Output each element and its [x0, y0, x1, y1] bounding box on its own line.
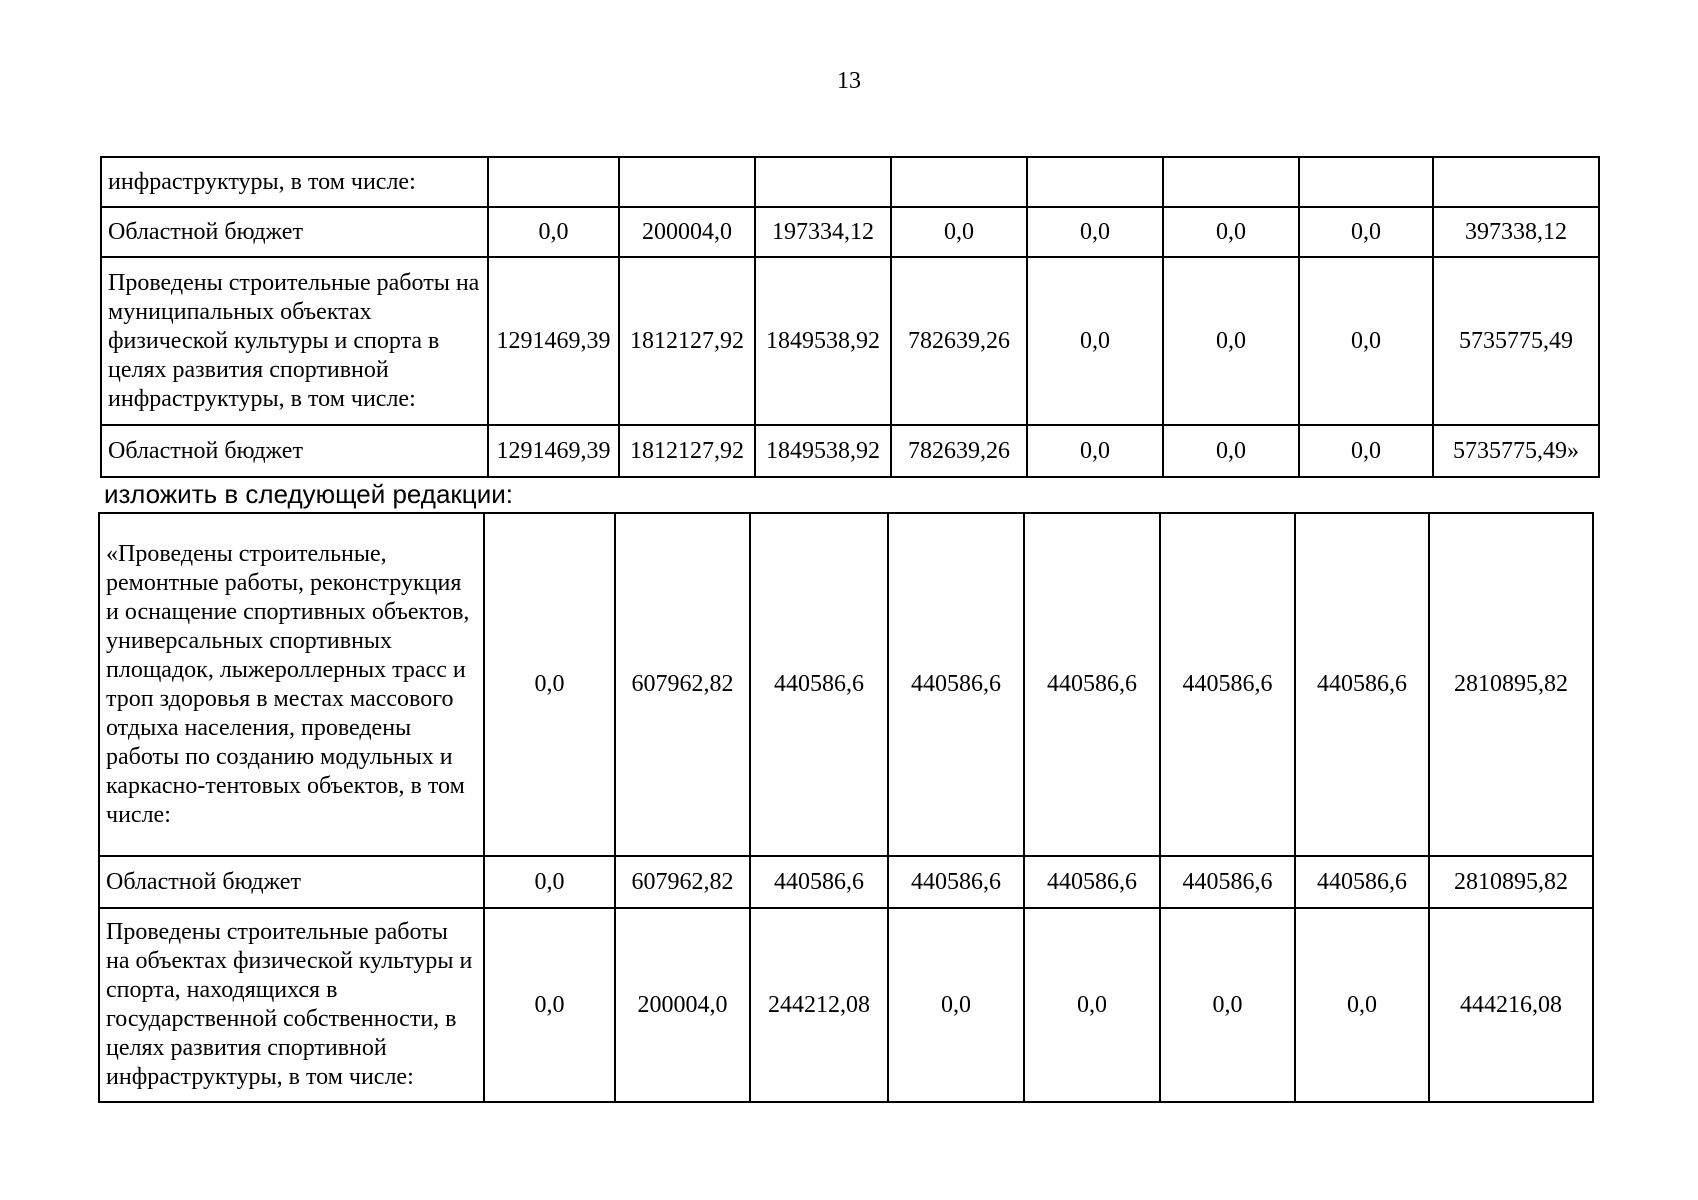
value-cell: 197334,12 [755, 207, 891, 257]
value-cell: 0,0 [484, 513, 615, 856]
value-cell: 440586,6 [1024, 856, 1160, 908]
table-row [101, 257, 1599, 425]
value-cell: 0,0 [1299, 425, 1433, 477]
value-cell: 0,0 [891, 207, 1027, 257]
value-cell: 2810895,82 [1429, 856, 1593, 908]
value-cell: 0,0 [1027, 425, 1163, 477]
value-cell: 440586,6 [1160, 513, 1295, 856]
value-cell: 440586,6 [888, 856, 1024, 908]
value-cell [488, 157, 619, 207]
value-cell: 397338,12 [1433, 207, 1599, 257]
value-cell: 607962,82 [615, 856, 750, 908]
value-cell: 0,0 [1299, 207, 1433, 257]
budget-table-old [100, 156, 1600, 478]
value-cell: 440586,6 [1024, 513, 1160, 856]
value-cell: 0,0 [484, 908, 615, 1102]
row-label: Проведены строительные работы на объектах физической культуры и спорта, находящихся в государственной собственности, в целях развития спортивной инфраструктуры, в том числе: [99, 908, 484, 1102]
value-cell [1027, 157, 1163, 207]
value-cell: 1291469,39 [488, 425, 619, 477]
table-row [101, 425, 1599, 477]
value-cell: 607962,82 [615, 513, 750, 856]
value-cell: 440586,6 [1295, 856, 1429, 908]
value-cell: 0,0 [888, 908, 1024, 1102]
table-row [101, 207, 1599, 257]
value-cell [1433, 157, 1599, 207]
value-cell [1163, 157, 1299, 207]
value-cell: 2810895,82 [1429, 513, 1593, 856]
row-label: Областной бюджет [99, 856, 484, 908]
value-cell: 0,0 [488, 207, 619, 257]
value-cell: 1812127,92 [619, 425, 755, 477]
value-cell: 0,0 [1024, 908, 1160, 1102]
value-cell: 440586,6 [750, 856, 888, 908]
value-cell [891, 157, 1027, 207]
value-cell: 5735775,49» [1433, 425, 1599, 477]
value-cell: 0,0 [1027, 257, 1163, 425]
value-cell: 440586,6 [1295, 513, 1429, 856]
table-row [101, 157, 1599, 207]
row-label: Проведены строительные работы на муниципальных объектах физической культуры и спорта в целях развития спортивной инфраструктуры, в том числе: [101, 257, 488, 425]
value-cell [619, 157, 755, 207]
value-cell: 0,0 [1163, 207, 1299, 257]
row-label: «Проведены строительные, ремонтные работы, реконструкция и оснащение спортивных объектов, универсальных спортивных площадок, лыжероллерных трасс и троп здоровья в местах массового отдыха населения, проведены работы по созданию модульных и каркасно-тентовых объектов, в том числе: [99, 513, 484, 856]
row-label: Областной бюджет [101, 425, 488, 477]
value-cell: 1849538,92 [755, 425, 891, 477]
value-cell: 1812127,92 [619, 257, 755, 425]
row-label: Областной бюджет [101, 207, 488, 257]
value-cell [755, 157, 891, 207]
value-cell: 200004,0 [615, 908, 750, 1102]
row-label: инфраструктуры, в том числе: [101, 157, 488, 207]
value-cell: 200004,0 [619, 207, 755, 257]
table-row [99, 513, 1593, 856]
value-cell: 0,0 [484, 856, 615, 908]
value-cell: 444216,08 [1429, 908, 1593, 1102]
value-cell: 440586,6 [888, 513, 1024, 856]
page-number: 13 [837, 68, 861, 94]
value-cell: 440586,6 [1160, 856, 1295, 908]
edit-instruction: изложить в следующей редакции: [104, 479, 513, 509]
table-row [99, 908, 1593, 1102]
table-row [99, 856, 1593, 908]
value-cell: 244212,08 [750, 908, 888, 1102]
value-cell: 782639,26 [891, 425, 1027, 477]
value-cell: 1849538,92 [755, 257, 891, 425]
value-cell: 0,0 [1160, 908, 1295, 1102]
value-cell: 0,0 [1027, 207, 1163, 257]
value-cell: 440586,6 [750, 513, 888, 856]
value-cell [1299, 157, 1433, 207]
budget-table-new [98, 512, 1594, 1103]
value-cell: 5735775,49 [1433, 257, 1599, 425]
value-cell: 0,0 [1295, 908, 1429, 1102]
value-cell: 0,0 [1299, 257, 1433, 425]
value-cell: 0,0 [1163, 257, 1299, 425]
value-cell: 1291469,39 [488, 257, 619, 425]
value-cell: 0,0 [1163, 425, 1299, 477]
value-cell: 782639,26 [891, 257, 1027, 425]
